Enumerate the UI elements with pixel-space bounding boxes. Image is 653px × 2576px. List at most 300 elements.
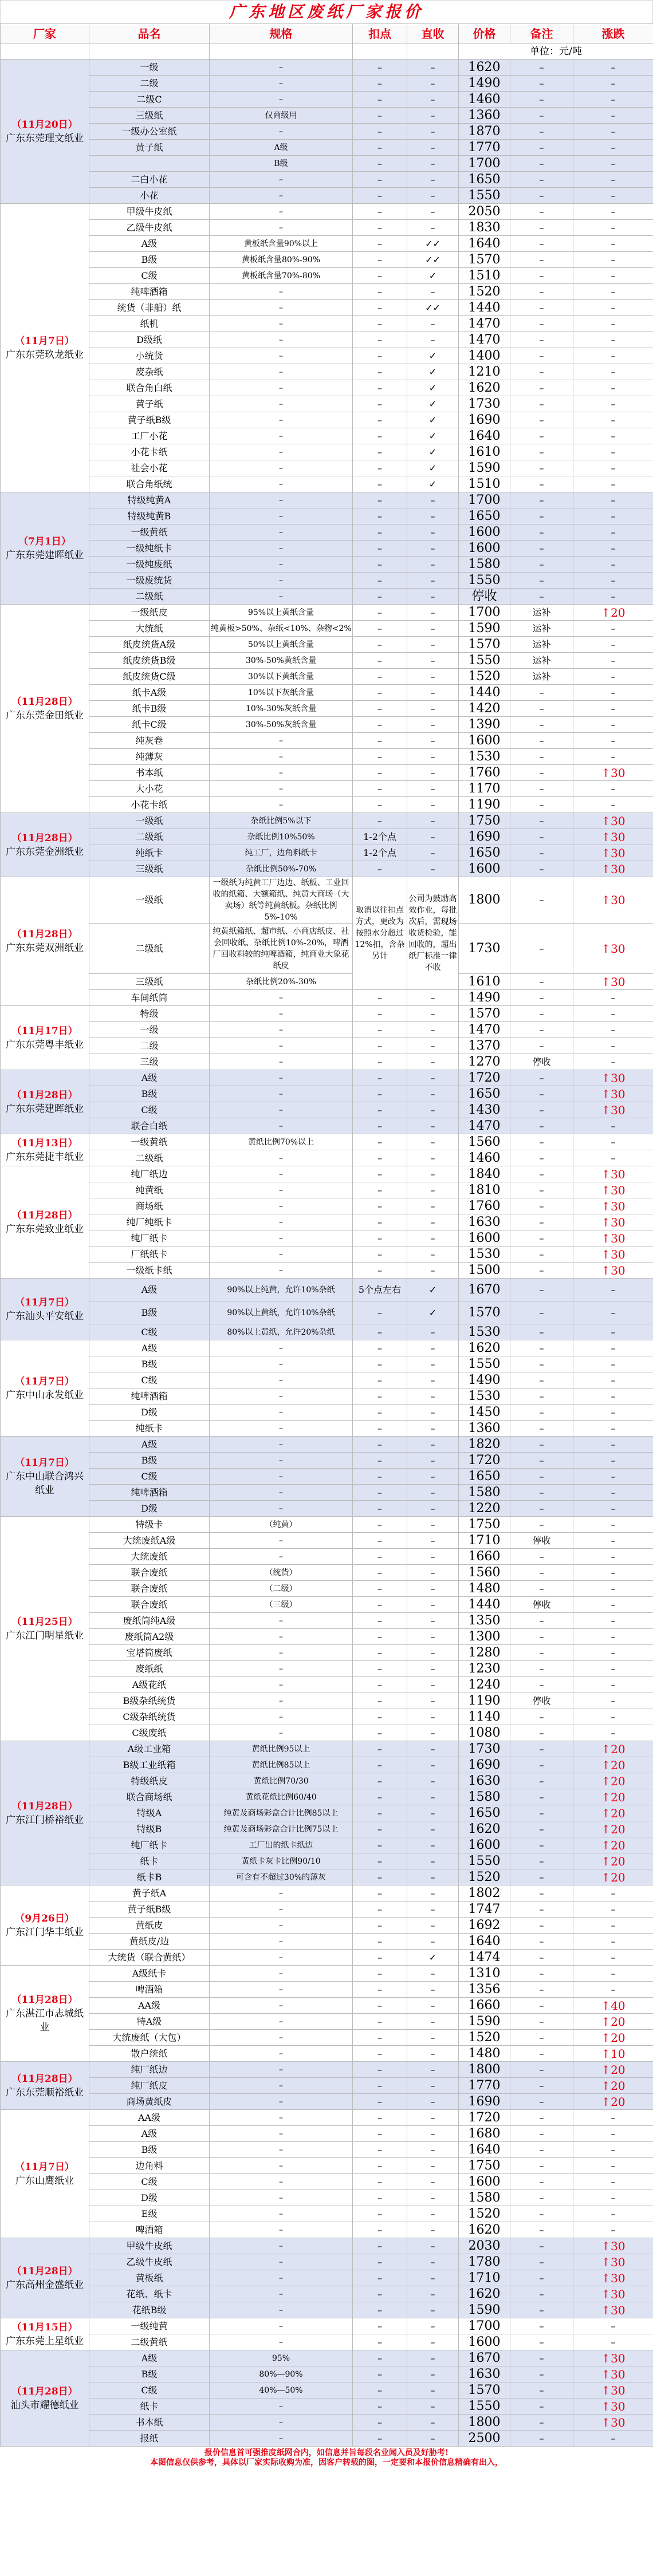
table-row	[1, 1070, 653, 1086]
table-row	[1, 2302, 653, 2318]
product-cell: 纯薄灰	[89, 749, 210, 765]
spec-cell: –	[210, 749, 353, 765]
deduction-cell: –	[353, 188, 407, 204]
company-cell	[1, 204, 89, 492]
product-cell: A级花纸	[89, 1677, 210, 1693]
note-cell: –	[510, 92, 573, 108]
product-cell: 纯啤酒箱	[89, 1485, 210, 1501]
product-cell: 纸皮统货C级	[89, 669, 210, 685]
deduction-cell: –	[353, 1301, 407, 1324]
direct-cell: –	[407, 156, 459, 172]
table-row	[1, 476, 653, 492]
deduction-cell: –	[353, 1645, 407, 1661]
price-cell: 1520	[459, 284, 510, 300]
deduction-cell: –	[353, 204, 407, 220]
note-cell: –	[510, 2431, 573, 2447]
product-cell: D级	[89, 1501, 210, 1517]
change-cell: –	[573, 108, 653, 124]
header-spec: 规格	[210, 24, 353, 44]
price-cell: 1590	[459, 2014, 510, 2030]
product-cell	[89, 156, 210, 172]
change-cell: –	[573, 733, 653, 749]
spec-cell: 80%—90%	[210, 2366, 353, 2382]
deduction-cell: –	[353, 1372, 407, 1388]
price-cell: 1570	[459, 252, 510, 268]
direct-cell: –	[407, 2190, 459, 2206]
note-cell: –	[510, 1150, 573, 1166]
spec-cell: 杂纸比例10%50%	[210, 829, 353, 845]
deduction-cell: –	[353, 1565, 407, 1581]
note-cell: 运补	[510, 637, 573, 653]
change-cell: –	[573, 2110, 653, 2126]
direct-cell: –	[407, 1340, 459, 1356]
spec-cell: 工厂出的纸卡纸边	[210, 1837, 353, 1853]
table-row	[1, 2222, 653, 2238]
deduction-cell: –	[353, 508, 407, 524]
price-cell: 1580	[459, 1789, 510, 1805]
product-cell: 联合废纸	[89, 1581, 210, 1597]
price-cell: 1660	[459, 1549, 510, 1565]
product-cell: 纸机	[89, 316, 210, 332]
direct-cell: –	[407, 492, 459, 508]
note-cell: –	[510, 508, 573, 524]
price-cell: 1800	[459, 2062, 510, 2078]
footer-disclaimer	[0, 2447, 653, 2468]
change-cell: –	[573, 300, 653, 316]
price-cell: 1650	[459, 1086, 510, 1102]
deduction-cell: –	[353, 1998, 407, 2014]
price-cell: 1510	[459, 268, 510, 284]
note-cell: –	[510, 1517, 573, 1533]
table-row	[1, 2014, 653, 2030]
spec-cell: –	[210, 1006, 353, 1022]
note-cell: 运补	[510, 653, 573, 669]
deduction-cell: –	[353, 2014, 407, 2030]
spec-cell: –	[210, 589, 353, 605]
change-cell: –	[573, 1150, 653, 1166]
spec-cell: 仅商级用	[210, 108, 353, 124]
product-cell: C级	[89, 2174, 210, 2190]
price-cell: 1310	[459, 1966, 510, 1982]
change-cell: –	[573, 1356, 653, 1372]
direct-cell: –	[407, 765, 459, 781]
spec-cell: –	[210, 1645, 353, 1661]
product-cell: 一级废统货	[89, 573, 210, 589]
table-row	[1, 1356, 653, 1372]
spec-cell: –	[210, 1340, 353, 1356]
change-cell: ↑20	[573, 2094, 653, 2110]
spec-cell: –	[210, 1693, 353, 1709]
company-name: 广东江门华丰纸业	[6, 1926, 84, 1938]
deduction-cell: –	[353, 140, 407, 156]
direct-cell: –	[407, 1469, 459, 1485]
table-row	[1, 508, 653, 524]
price-cell: 1210	[459, 364, 510, 380]
deduction-cell: –	[353, 1134, 407, 1150]
table-row	[1, 300, 653, 316]
change-cell: ↑30	[573, 845, 653, 861]
note-cell: 停收	[510, 1693, 573, 1709]
spec-cell: –	[210, 380, 353, 396]
table-row	[1, 2158, 653, 2174]
deduction-cell: –	[353, 1677, 407, 1693]
product-cell: 纸皮统货A级	[89, 637, 210, 653]
note-cell: –	[510, 1453, 573, 1469]
direct-cell: –	[407, 188, 459, 204]
price-cell: 1474	[459, 1950, 510, 1966]
direct-cell: –	[407, 1757, 459, 1773]
table-row	[1, 1405, 653, 1421]
spec-cell: –	[210, 2078, 353, 2094]
direct-cell: –	[407, 1613, 459, 1629]
direct-cell: –	[407, 1966, 459, 1982]
spec-cell: –	[210, 1166, 353, 1182]
spec-cell: –	[210, 1263, 353, 1279]
price-cell: 1820	[459, 1437, 510, 1453]
direct-cell: –	[407, 2014, 459, 2030]
direct-cell: ✓	[407, 1279, 459, 1301]
note-cell: –	[510, 701, 573, 717]
table-row	[1, 1263, 653, 1279]
change-cell: ↑20	[573, 2062, 653, 2078]
spec-cell: 一级纸为纯黄工厂边边、纸板、工业回收的纸箱、大额箱纸、纯黄大商场（大卖场）纸等纯黄纸板。杂纸比例5%-10%	[210, 877, 353, 924]
spec-cell: 黄板纸含量90%以上	[210, 236, 353, 252]
spec-cell: –	[210, 1469, 353, 1485]
company-date: （11月28日）	[11, 696, 78, 708]
note-cell: –	[510, 2302, 573, 2318]
change-cell: –	[573, 1725, 653, 1741]
product-cell: C级	[89, 1102, 210, 1118]
spec-cell: –	[210, 2110, 353, 2126]
spec-cell: 30%-50%灰纸含量	[210, 717, 353, 733]
product-cell: C级	[89, 2382, 210, 2399]
spec-cell: –	[210, 2286, 353, 2302]
change-cell: ↑30	[573, 2415, 653, 2431]
table-row	[1, 653, 653, 669]
table-row	[1, 589, 653, 605]
table-row	[1, 924, 653, 974]
direct-cell: –	[407, 1070, 459, 1086]
company-date: （11月28日）	[11, 1209, 78, 1221]
price-cell: 1830	[459, 220, 510, 236]
product-cell: 特A级	[89, 2014, 210, 2030]
deduction-cell: –	[353, 2174, 407, 2190]
table-row	[1, 2415, 653, 2431]
change-cell: ↑10	[573, 2046, 653, 2062]
price-cell: 1570	[459, 1006, 510, 1022]
price-cell: 1590	[459, 460, 510, 476]
direct-cell: –	[407, 1789, 459, 1805]
note-cell: –	[510, 2270, 573, 2286]
spec-cell: 30%以下黄纸含量	[210, 669, 353, 685]
product-cell: B级	[89, 252, 210, 268]
note-cell: –	[510, 1421, 573, 1437]
product-cell: 特级卡	[89, 1517, 210, 1533]
deduction-cell: –	[353, 1198, 407, 1214]
table-row	[1, 2142, 653, 2158]
price-cell: 1550	[459, 188, 510, 204]
note-cell: –	[510, 2014, 573, 2030]
note-cell: –	[510, 1469, 573, 1485]
change-cell: ↑30	[573, 813, 653, 829]
price-cell: 1440	[459, 685, 510, 701]
price-cell: 1500	[459, 1263, 510, 1279]
note-cell: –	[510, 1853, 573, 1869]
spec-cell: （三级）	[210, 1597, 353, 1613]
deduction-cell: –	[353, 1022, 407, 1038]
table-row	[1, 1853, 653, 1869]
company-cell	[1, 1006, 89, 1070]
change-cell: ↑30	[573, 2350, 653, 2366]
deduction-cell: –	[353, 1581, 407, 1597]
spec-cell: –	[210, 476, 353, 492]
note-cell: –	[510, 1837, 573, 1853]
table-row	[1, 669, 653, 685]
product-cell: 边角料	[89, 2158, 210, 2174]
direct-cell: –	[407, 204, 459, 220]
change-cell: –	[573, 1118, 653, 1134]
spec-cell: –	[210, 204, 353, 220]
price-cell: 1360	[459, 1421, 510, 1437]
deduction-cell: –	[353, 2318, 407, 2334]
price-cell: 1356	[459, 1982, 510, 1998]
table-row	[1, 1372, 653, 1388]
spec-cell: –	[210, 1214, 353, 1230]
company-date: （11月7日）	[15, 2161, 74, 2173]
direct-cell: –	[407, 1821, 459, 1837]
deduction-cell: –	[353, 444, 407, 460]
company-cell	[1, 1279, 89, 1340]
change-cell: –	[573, 1918, 653, 1934]
direct-cell: –	[407, 284, 459, 300]
change-cell: –	[573, 332, 653, 348]
price-cell: 1550	[459, 2399, 510, 2415]
deduction-cell: –	[353, 476, 407, 492]
spec-cell: 40%—50%	[210, 2382, 353, 2399]
direct-cell: ✓	[407, 1301, 459, 1324]
product-cell: 一级黄纸	[89, 1134, 210, 1150]
company-name: 广东东莞金洲纸业	[6, 846, 84, 858]
table-row	[1, 541, 653, 557]
spec-cell: （二级）	[210, 1581, 353, 1597]
direct-cell: ✓	[407, 444, 459, 460]
spec-cell: –	[210, 2415, 353, 2431]
note-cell: –	[510, 2174, 573, 2190]
header-note: 备注	[510, 24, 573, 44]
note-cell: –	[510, 1757, 573, 1773]
note-cell: –	[510, 156, 573, 172]
product-cell: 二白小花	[89, 172, 210, 188]
deduction-cell: –	[353, 1533, 407, 1549]
table-row	[1, 701, 653, 717]
change-cell: ↑30	[573, 1246, 653, 1263]
company-date: （11月28日）	[11, 2073, 78, 2085]
deduction-cell: –	[353, 300, 407, 316]
price-cell: 1470	[459, 1022, 510, 1038]
note-cell: –	[510, 1645, 573, 1661]
change-cell: –	[573, 204, 653, 220]
product-cell: 厂纸纸卡	[89, 1246, 210, 1263]
spec-cell: –	[210, 1966, 353, 1982]
change-cell: ↑30	[573, 1086, 653, 1102]
product-cell: 二级纸	[89, 589, 210, 605]
spec-cell: 纯黄及商场彩盒合计比例75以上	[210, 1821, 353, 1837]
spec-cell: –	[210, 1725, 353, 1741]
deduction-cell: –	[353, 685, 407, 701]
price-cell: 1650	[459, 508, 510, 524]
footer-line-1: 报价信息首可强推度纸网合内，如信息并旨每段名业闻入员及好胁考!	[204, 2448, 449, 2457]
header-company: 厂家	[1, 24, 89, 44]
deduction-cell: –	[353, 460, 407, 476]
price-cell: 1690	[459, 1757, 510, 1773]
change-cell: ↑20	[573, 1837, 653, 1853]
deduction-cell: –	[353, 1453, 407, 1469]
product-cell: 花纸B级	[89, 2302, 210, 2318]
product-cell: 大统废纸	[89, 1549, 210, 1565]
change-cell: –	[573, 621, 653, 637]
change-cell: –	[573, 1709, 653, 1725]
direct-cell: –	[407, 2318, 459, 2334]
table-row	[1, 1166, 653, 1182]
company-cell	[1, 2110, 89, 2238]
note-cell: –	[510, 124, 573, 140]
spec-cell: –	[210, 316, 353, 332]
change-cell: –	[573, 1006, 653, 1022]
deduction-cell: –	[353, 1038, 407, 1054]
spec-cell: –	[210, 2094, 353, 2110]
deduction-cell: –	[353, 541, 407, 557]
deduction-cell: –	[353, 765, 407, 781]
spec-cell: –	[210, 1038, 353, 1054]
spec-cell: –	[210, 1661, 353, 1677]
table-row	[1, 364, 653, 380]
direct-cell: –	[407, 717, 459, 733]
header-product: 品名	[89, 24, 210, 44]
direct-cell: ✓✓	[407, 300, 459, 316]
deduction-cell: –	[353, 1421, 407, 1437]
note-cell: –	[510, 1902, 573, 1918]
company-cell	[1, 605, 89, 813]
price-cell: 1700	[459, 492, 510, 508]
direct-cell: –	[407, 76, 459, 92]
price-cell: 1700	[459, 156, 510, 172]
direct-cell: –	[407, 2206, 459, 2222]
table-row	[1, 2062, 653, 2078]
direct-cell: –	[407, 2431, 459, 2447]
table-row	[1, 749, 653, 765]
note-cell: –	[510, 1006, 573, 1022]
company-date: （9月26日）	[15, 1912, 74, 1924]
change-cell: –	[573, 2142, 653, 2158]
table-row	[1, 236, 653, 252]
note-cell: –	[510, 2078, 573, 2094]
price-cell: 1530	[459, 1246, 510, 1263]
change-cell: –	[573, 2190, 653, 2206]
price-cell: 1480	[459, 1581, 510, 1597]
table-row	[1, 2110, 653, 2126]
note-cell: –	[510, 252, 573, 268]
spec-cell: –	[210, 2270, 353, 2286]
note-cell: –	[510, 1709, 573, 1725]
note-cell: –	[510, 1773, 573, 1789]
direct-cell: –	[407, 108, 459, 124]
product-cell: 特级纯黄A	[89, 492, 210, 508]
spec-cell: –	[210, 492, 353, 508]
product-cell: A级	[89, 2350, 210, 2366]
spec-cell: –	[210, 797, 353, 813]
direct-cell: ✓	[407, 348, 459, 364]
direct-cell: –	[407, 1453, 459, 1469]
direct-cell: –	[407, 1918, 459, 1934]
table-row	[1, 877, 653, 924]
change-cell: ↑30	[573, 1102, 653, 1118]
price-cell: 1680	[459, 2126, 510, 2142]
price-cell: 1600	[459, 2174, 510, 2190]
deduction-cell: –	[353, 380, 407, 396]
table-row	[1, 1918, 653, 1934]
deduction-cell: –	[353, 76, 407, 92]
product-cell: 大统纸	[89, 621, 210, 637]
change-cell: –	[573, 428, 653, 444]
deduction-cell: –	[353, 1437, 407, 1453]
change-cell: ↑30	[573, 2366, 653, 2382]
price-cell: 1440	[459, 300, 510, 316]
price-cell: 1750	[459, 2158, 510, 2174]
change-cell: –	[573, 1597, 653, 1613]
change-cell: ↑20	[573, 1821, 653, 1837]
product-cell: 小花卡纸	[89, 797, 210, 813]
price-cell: 1230	[459, 1661, 510, 1677]
deduction-cell: 5个点左右	[353, 1279, 407, 1301]
note-cell: –	[510, 1805, 573, 1821]
spec-cell: –	[210, 1437, 353, 1453]
product-cell: 纸卡B级	[89, 701, 210, 717]
deduction-cell: –	[353, 1597, 407, 1613]
company-name: 广东江门明星纸业	[6, 1630, 84, 1642]
change-cell: –	[573, 1279, 653, 1301]
price-cell: 1530	[459, 1388, 510, 1405]
spec-cell: –	[210, 1182, 353, 1198]
deduction-cell: –	[353, 364, 407, 380]
direct-cell: –	[407, 1372, 459, 1388]
spec-cell: –	[210, 2190, 353, 2206]
table-row	[1, 2190, 653, 2206]
direct-cell: –	[407, 733, 459, 749]
note-cell: –	[510, 924, 573, 974]
company-name: 广东高州金盛纸业	[6, 2279, 84, 2291]
product-cell: C级	[89, 1372, 210, 1388]
change-cell: ↑20	[573, 2030, 653, 2046]
product-cell: B级	[89, 2142, 210, 2158]
product-cell: 啤酒箱	[89, 1982, 210, 1998]
note-cell: –	[510, 1324, 573, 1340]
table-row	[1, 428, 653, 444]
table-row	[1, 1150, 653, 1166]
product-cell: 宝塔筒废纸	[89, 1645, 210, 1661]
product-cell: 一级纸卡纸	[89, 1263, 210, 1279]
note-cell: –	[510, 1070, 573, 1086]
spec-cell: –	[210, 2318, 353, 2334]
price-cell: 1520	[459, 669, 510, 685]
product-cell: 特级A	[89, 1805, 210, 1821]
note-cell: –	[510, 1279, 573, 1301]
change-cell: ↑30	[573, 2286, 653, 2302]
note-cell: –	[510, 1198, 573, 1214]
change-cell: –	[573, 2222, 653, 2238]
direct-cell: –	[407, 1038, 459, 1054]
product-cell: 黄子纸B级	[89, 1902, 210, 1918]
direct-cell: –	[407, 1388, 459, 1405]
